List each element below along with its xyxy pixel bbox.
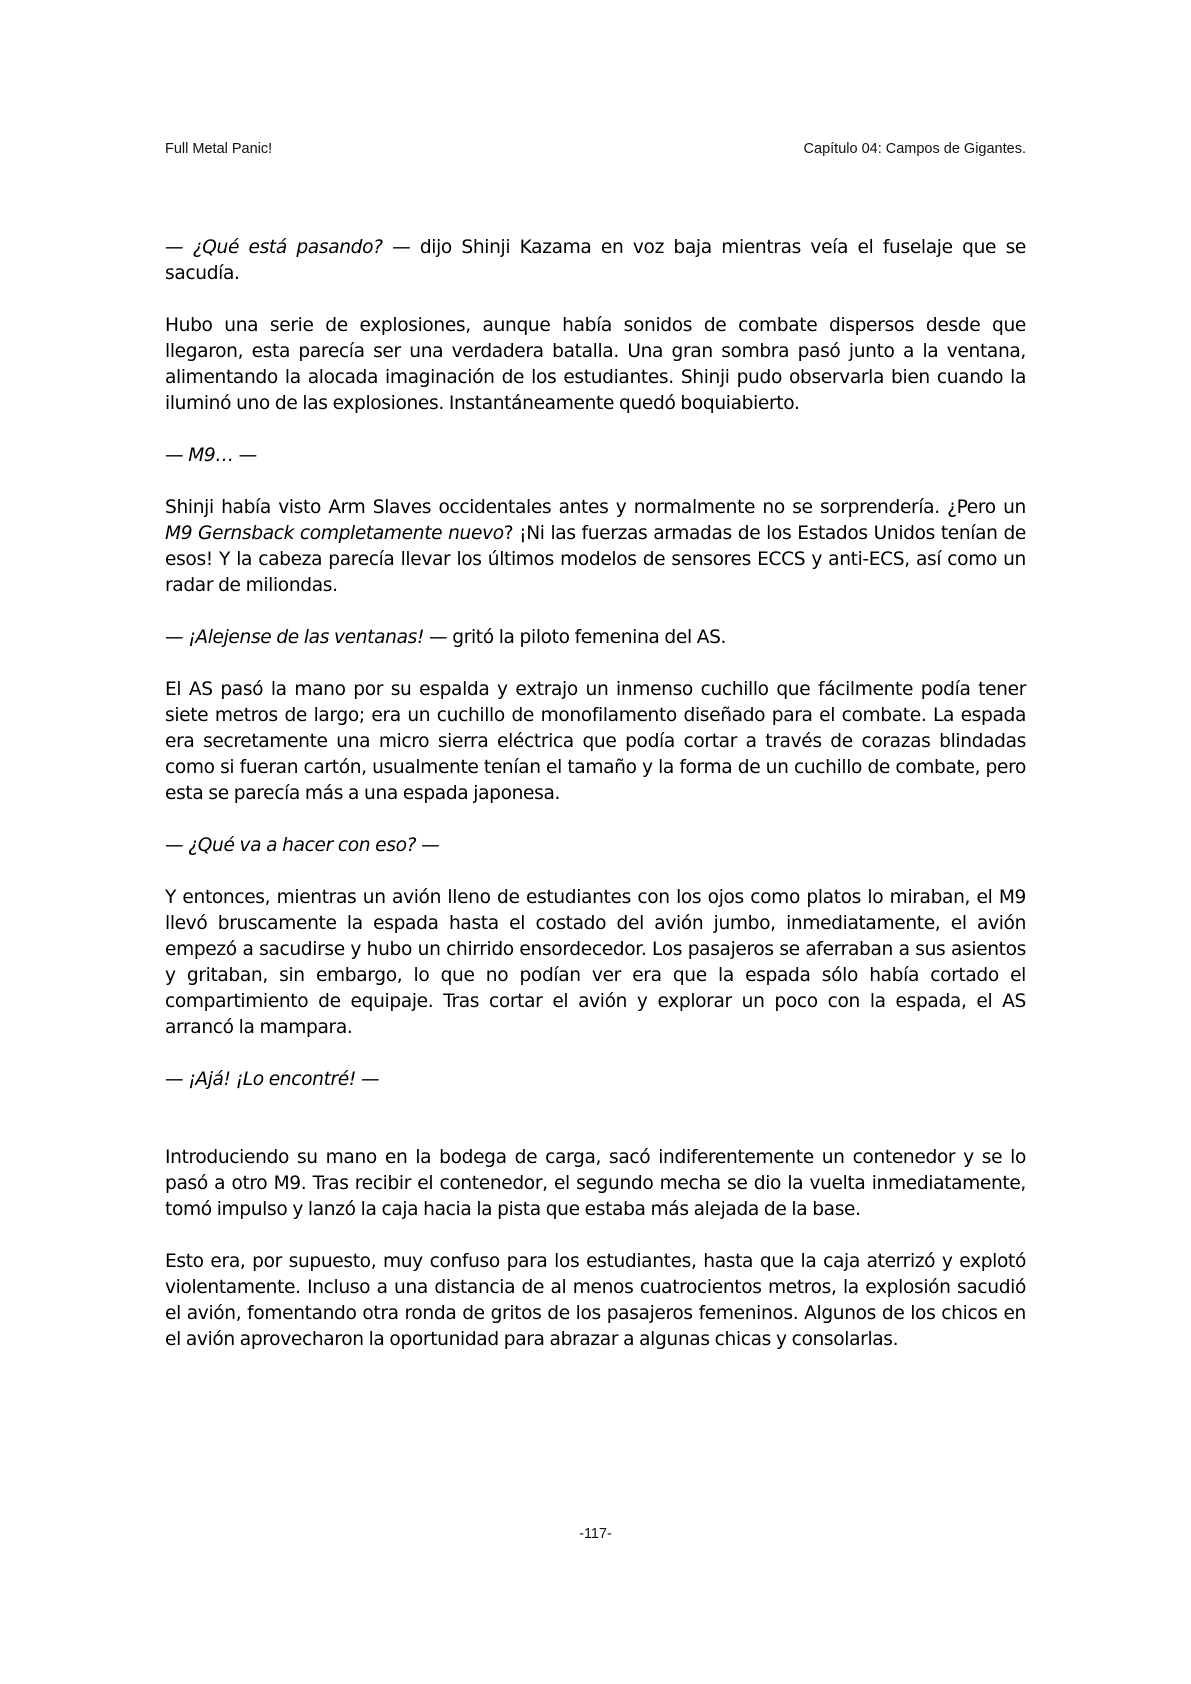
paragraph: Y entonces, mientras un avión lleno de estudiantes con los ojos como platos lo miraban, el M9 llevó bruscamente la espada hasta el costado del avión jumbo, inmediatamente, el avión empezó a sacudirse y hubo un chirrido ensordecedor. Los pasajeros se aferraban a sus asientos y gritaban, sin embargo, lo que no podían ver era que la espada sólo había cortado el compartimiento de equipaje. Tras cortar el avión y explorar un poco con la espada, el AS arrancó la mampara. <box>165 887 1026 1038</box>
dialogue-line <box>165 1067 1026 1093</box>
dialogue-dash: — <box>165 445 189 466</box>
dialogue-italic: ¡Alejense de las ventanas! <box>188 627 425 648</box>
dialogue-dash: — <box>165 627 189 648</box>
paragraph: Hubo una serie de explosiones, aunque había sonidos de combate dispersos desde que llegaron, esta parecía ser una verdadera batalla. Una gran sombra pasó junto a la ventana, alimentando la alocada imaginación de los estudiantes. Shinji pudo observarla bien cuando la iluminó uno de las explosiones. Instantáneamente quedó boquiabierto. <box>165 315 1026 414</box>
dialogue-italic: ¿Qué va a hacer con eso? <box>188 835 417 856</box>
dialogue-text: — gritó la piloto femenina del AS. <box>424 627 727 648</box>
paragraph-italic: M9 Gernsback completamente nuevo <box>165 523 504 544</box>
dialogue-italic: — ¿Qué está pasando? — <box>165 237 411 258</box>
dialogue-text: dijo Shinji Kazama en voz baja mientras veía el fuselaje que se sacudía. <box>165 237 1026 284</box>
header-chapter-title: Capítulo 04: Campos de Gigantes. <box>803 141 1026 157</box>
paragraph <box>165 495 1026 599</box>
page-content <box>165 235 1026 1353</box>
header-book-title: Full Metal Panic! <box>165 141 273 157</box>
dialogue-end: — <box>416 835 440 856</box>
paragraph-text: ? ¡Ni las fuerzas armadas de los Estados Unidos tenían de esos! Y la cabeza parecía llevar los últimos modelos de sensores ECCS y anti-ECS, así como un radar de miliondas. <box>165 523 1026 596</box>
dialogue-line <box>165 235 1026 287</box>
dialogue-italic: ¡Ajá! ¡Lo encontré! <box>188 1069 357 1090</box>
page-number: -117- <box>579 1526 612 1542</box>
dialogue-line <box>165 833 1026 859</box>
paragraph: Introduciendo su mano en la bodega de carga, sacó indiferentemente un contenedor y se lo pasó a otro M9. Tras recibir el contenedor, el segundo mecha se dio la vuelta inmediatamente, tomó impulso y lanzó la caja hacia la pista que estaba más alejada de la base. <box>165 1147 1026 1220</box>
dialogue-dash: — <box>165 1069 189 1090</box>
dialogue-line <box>165 625 1026 651</box>
dialogue-line <box>165 443 1026 469</box>
page-header <box>165 141 1026 161</box>
dialogue-end: — <box>356 1069 380 1090</box>
paragraph: El AS pasó la mano por su espalda y extrajo un inmenso cuchillo que fácilmente podía tener siete metros de largo; era un cuchillo de monofilamento diseñado para el combate. La espada era secretamente una micro sierra eléctrica que podía cortar a través de corazas blindadas como si fueran cartón, usualmente tenían el tamaño y la forma de un cuchillo de combate, pero esta se parecía más a una espada japonesa. <box>165 679 1026 804</box>
dialogue-end: — <box>233 445 257 466</box>
paragraph: Esto era, por supuesto, muy confuso para los estudiantes, hasta que la caja aterrizó y explotó violentamente. Incluso a una distancia de al menos cuatrocientos metros, la explosión sacudió el avión, fomentando otra ronda de gritos de los pasajeros femeninos. Algunos de los chicos en el avión aprovecharon la oportunidad para abrazar a algunas chicas y consolarlas. <box>165 1251 1026 1350</box>
dialogue-dash: — <box>165 835 189 856</box>
paragraph-text: Shinji había visto Arm Slaves occidentales antes y normalmente no se sorprendería. ¿Pero un <box>165 497 1026 518</box>
dialogue-italic: M9… <box>188 445 234 466</box>
